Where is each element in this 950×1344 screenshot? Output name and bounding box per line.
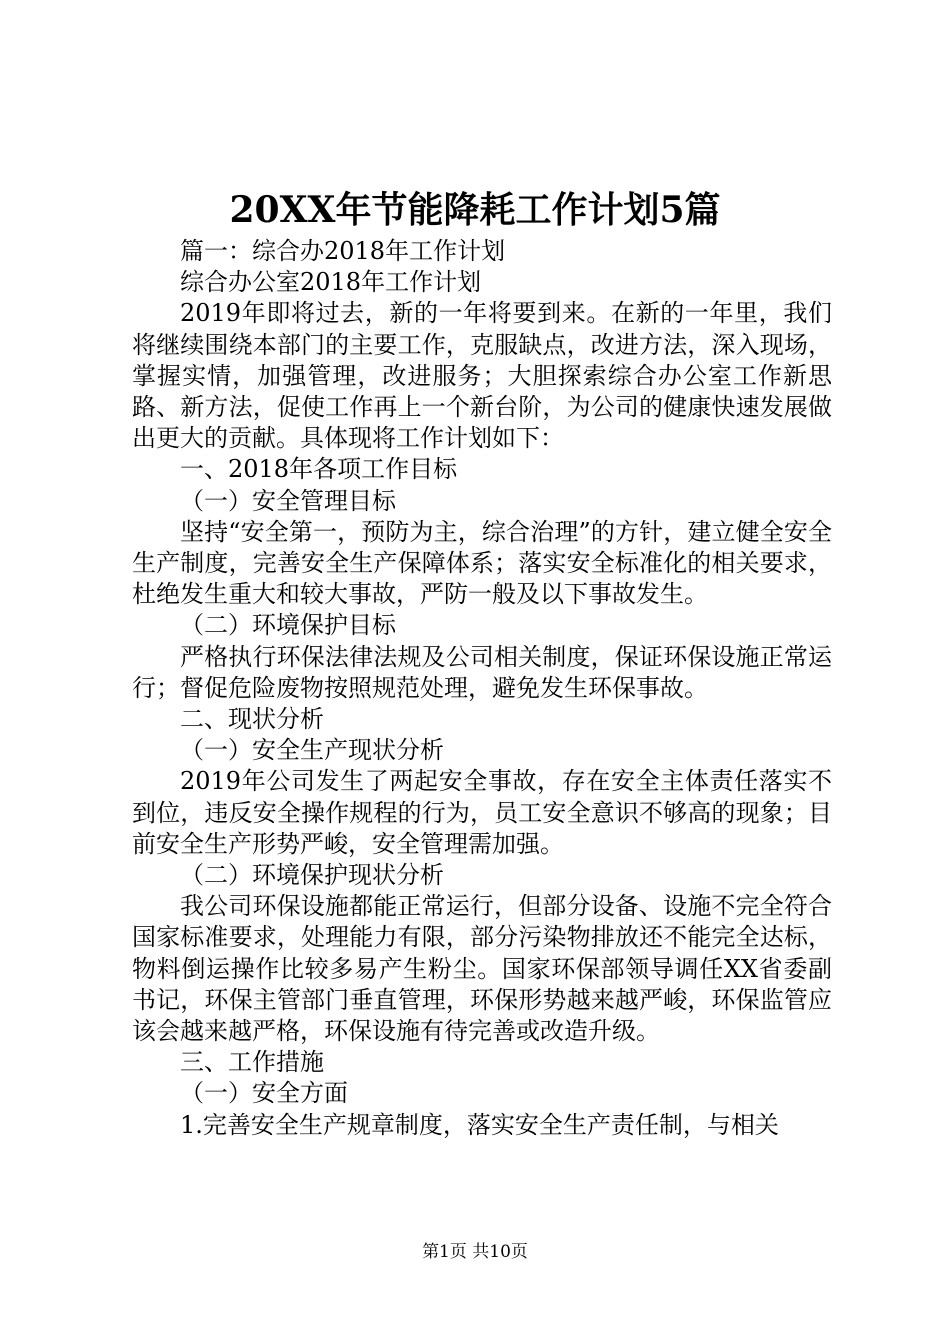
heading-environment-goal: （二）环境保护目标 (180, 611, 396, 640)
heading-status-analysis: 二、现状分析 (180, 705, 324, 734)
heading-goals: 一、2018年各项工作目标 (180, 455, 458, 484)
paragraph-environment-goal: 严格执行环保法律法规及公司相关制度，保证环保设施正常运行；督促危险废物按照规范处理，避免发生环保事故。 (132, 642, 832, 702)
page-footer: 第1页 共10页 (422, 1242, 528, 1262)
heading-environment-status: （二）环境保护现状分析 (180, 861, 444, 890)
heading-safety-goal: （一）安全管理目标 (180, 486, 396, 515)
heading-measures: 三、工作措施 (180, 1048, 324, 1077)
document-title: 20XX年节能降耗工作计划5篇 (229, 189, 721, 231)
paragraph-intro: 2019年即将过去，新的一年将要到来。在新的一年里，我们将继续围绕本部门的主要工作，克服缺点，改进方法，深入现场，掌握实情，加强管理，改进服务；大胆探索综合办公室工作新思路、新方法，促使工作再上一个新台阶，为公司的健康快速发展做出更大的贡献。具体现将工作计划如下： (132, 299, 832, 453)
paragraph-environment-status: 我公司环保设施都能正常运行，但部分设备、设施不完全符合国家标准要求，处理能力有限，部分污染物排放还不能完全达标，物料倒运操作比较多易产生粉尘。国家环保部领导调任XX省委副书记，环保主管部门垂直管理，环保形势越来越严峻，环保监管应该会越来越严格，环保设施有待完善或改造升级。 (132, 892, 832, 1046)
paragraph-safety-goal: 坚持“安全第一，预防为主，综合治理”的方针，建立健全安全生产制度，完善安全生产保障体系；落实安全标准化的相关要求，杜绝发生重大和较大事故，严防一般及以下事故发生。 (132, 517, 832, 609)
paragraph-safety-status: 2019年公司发生了两起安全事故，存在安全主体责任落实不到位，违反安全操作规程的行为，员工安全意识不够高的现象；目前安全生产形势严峻，安全管理需加强。 (132, 767, 832, 858)
heading-safety-status: （一）安全生产现状分析 (180, 736, 444, 765)
document-body (132, 236, 832, 1141)
paragraph-section-heading: 篇一：综合办2018年工作计划 (180, 237, 506, 265)
paragraph-measure-1: 1.完善安全生产规章制度，落实安全生产责任制，与相关 (180, 1110, 779, 1139)
paragraph-subtitle: 综合办公室2018年工作计划 (180, 268, 482, 297)
heading-safety-measures: （一）安全方面 (180, 1079, 348, 1108)
